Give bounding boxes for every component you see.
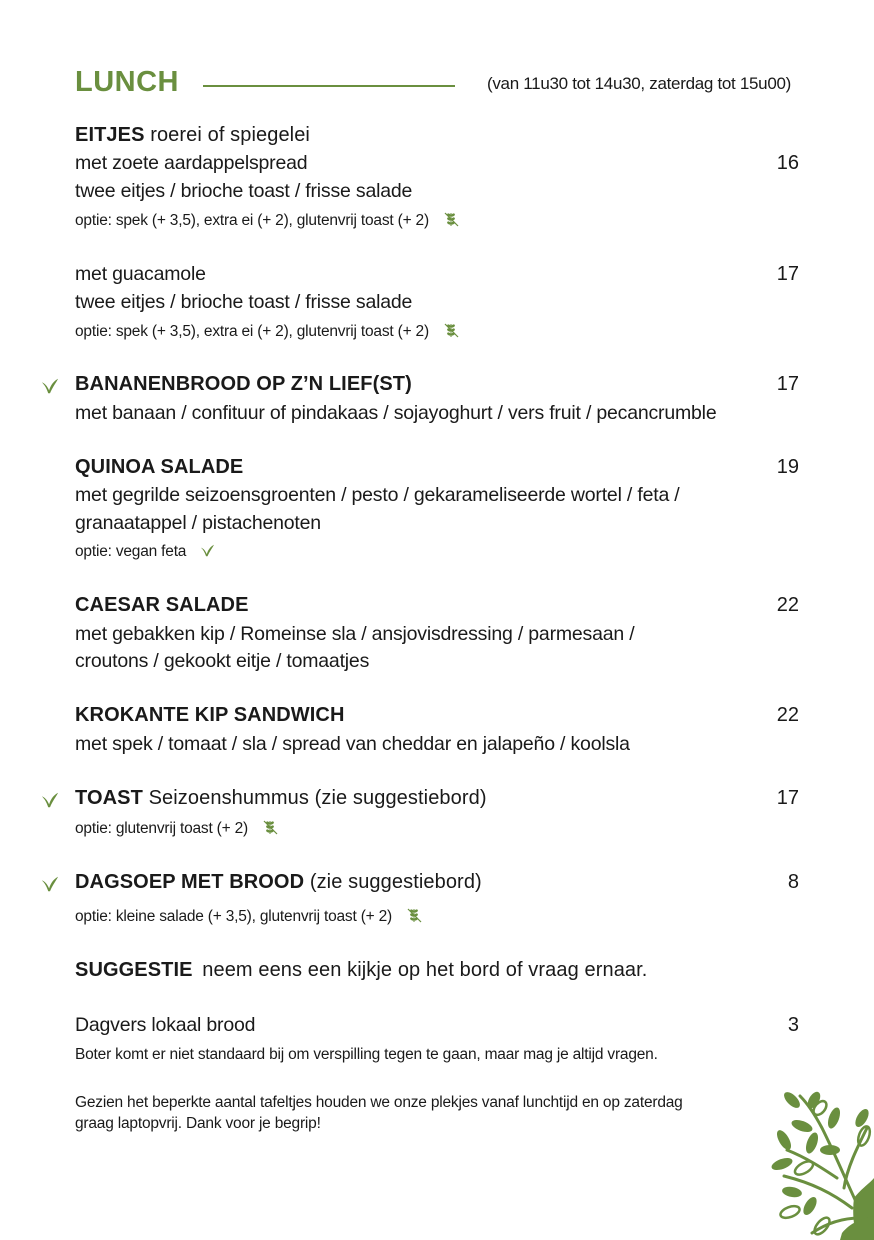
item-subtitle: Seizoenshummus (zie suggestiebord) xyxy=(148,787,487,809)
gluten-free-icon xyxy=(443,211,459,227)
botanical-branch-icon xyxy=(762,1088,874,1240)
gluten-free-icon xyxy=(406,907,422,923)
item-name: Dagvers lokaal brood xyxy=(75,1014,256,1036)
item-description: met banaan / confituur of pindakaas / sojayoghurt / vers fruit / pecancrumble xyxy=(75,402,717,424)
suggestion xyxy=(75,959,647,982)
item-name: KROKANTE KIP SANDWICH xyxy=(75,704,345,726)
item-option: optie: spek (+ 3,5), extra ei (+ 2), glutenvrij toast (+ 2) xyxy=(75,323,429,340)
item-description: met gegrilde seizoensgroenten / pesto / gekarameliseerde wortel / feta / xyxy=(75,484,680,506)
footer-note-line: Gezien het beperkte aantal tafeltjes houden we onze plekjes vanaf lunchtijd en op zaterdag xyxy=(75,1094,683,1111)
item-price: 19 xyxy=(776,456,799,478)
footer-note-line: graag laptopvrij. Dank voor je begrip! xyxy=(75,1115,321,1132)
item-description: met gebakken kip / Romeinse sla / ansjovisdressing / parmesaan / xyxy=(75,623,635,645)
vegan-check-icon xyxy=(41,791,59,809)
item-price: 17 xyxy=(776,787,799,809)
item-subtitle: roerei of spiegelei xyxy=(150,124,310,146)
item-name: BANANENBROOD OP Z’N LIEF(ST) xyxy=(75,373,412,395)
item-name: CAESAR SALADE xyxy=(75,594,249,616)
item-name: QUINOA SALADE xyxy=(75,456,244,478)
item-note: Boter komt er niet standaard bij om verspilling tegen te gaan, maar mag je altijd vragen. xyxy=(75,1046,658,1063)
item-description: met spek / tomaat / sla / spread van cheddar en jalapeño / koolsla xyxy=(75,733,630,755)
item-price: 22 xyxy=(776,594,799,616)
suggestion-text: neem eens een kijkje op het bord of vraag ernaar. xyxy=(202,959,648,981)
item-price: 22 xyxy=(776,704,799,726)
item-subtitle: (zie suggestiebord) xyxy=(309,871,482,893)
item-price: 16 xyxy=(776,152,799,174)
gluten-free-icon xyxy=(443,322,459,338)
item-option: optie: vegan feta xyxy=(75,543,187,560)
item-price: 17 xyxy=(776,373,799,395)
item-description: met guacamole xyxy=(75,263,206,285)
gluten-free-icon xyxy=(262,819,278,835)
vegan-check-icon xyxy=(41,875,59,893)
menu-title: LUNCH xyxy=(75,66,179,98)
item-price: 17 xyxy=(776,263,799,285)
item-name: EITJES xyxy=(75,124,145,146)
item-option: optie: spek (+ 3,5), extra ei (+ 2), glutenvrij toast (+ 2) xyxy=(75,212,429,229)
item-description: twee eitjes / brioche toast / frisse salade xyxy=(75,291,413,313)
item-price: 3 xyxy=(787,1014,799,1036)
item-name: TOAST xyxy=(75,787,143,809)
item-price: 8 xyxy=(787,871,799,893)
title-divider xyxy=(203,85,455,87)
suggestion-label: SUGGESTIE xyxy=(75,959,193,981)
lunch-hours: (van 11u30 tot 14u30, zaterdag tot 15u00) xyxy=(487,74,792,93)
vegan-check-icon xyxy=(200,544,215,557)
item-name: DAGSOEP MET BROOD xyxy=(75,871,305,893)
vegan-check-icon xyxy=(41,377,59,395)
item-option: optie: glutenvrij toast (+ 2) xyxy=(75,820,248,837)
item-description: met zoete aardappelspread xyxy=(75,152,308,174)
item-description: granaatappel / pistachenoten xyxy=(75,512,321,534)
item-option: optie: kleine salade (+ 3,5), glutenvrij toast (+ 2) xyxy=(75,908,392,925)
item-description: twee eitjes / brioche toast / frisse salade xyxy=(75,180,413,202)
item-description: croutons / gekookt eitje / tomaatjes xyxy=(75,650,370,672)
